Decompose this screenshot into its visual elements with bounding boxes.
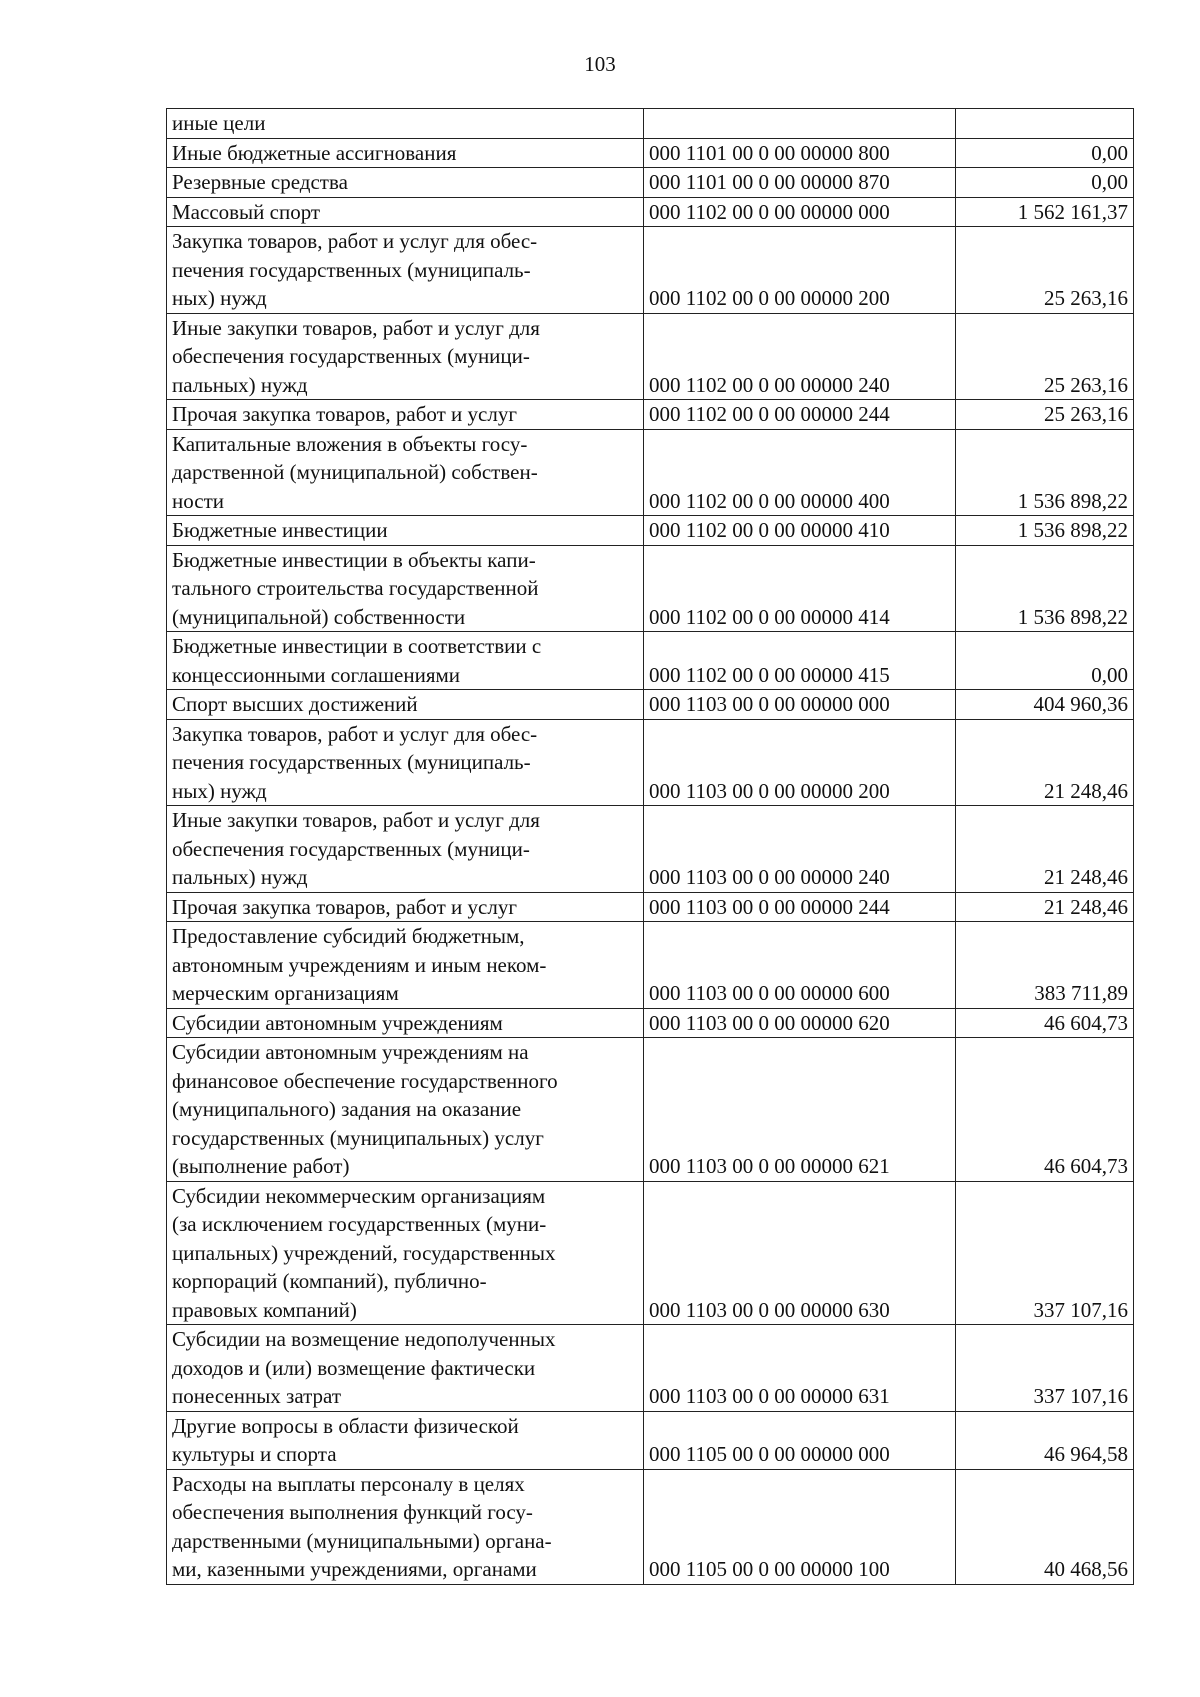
expense-name-cell: Иные закупки товаров, работ и услуг для обеспечения государственных (муници- пальных) нужд xyxy=(167,313,644,400)
table-row xyxy=(167,892,1134,922)
table-row xyxy=(167,168,1134,198)
budget-code-cell: 000 1105 00 0 00 00000 000 xyxy=(644,1411,956,1469)
table-row xyxy=(167,1038,1134,1182)
amount-cell: 337 107,16 xyxy=(956,1181,1134,1325)
table-row xyxy=(167,1008,1134,1038)
expense-name-cell: Иные закупки товаров, работ и услуг для обеспечения государственных (муници- пальных) нужд xyxy=(167,806,644,893)
budget-code-cell: 000 1103 00 0 00 00000 621 xyxy=(644,1038,956,1182)
table-row xyxy=(167,516,1134,546)
amount-cell: 46 604,73 xyxy=(956,1008,1134,1038)
budget-code-cell: 000 1101 00 0 00 00000 800 xyxy=(644,138,956,168)
budget-code-cell: 000 1103 00 0 00 00000 630 xyxy=(644,1181,956,1325)
budget-table xyxy=(166,108,1134,1585)
budget-code-cell: 000 1102 00 0 00 00000 200 xyxy=(644,227,956,314)
table-row xyxy=(167,227,1134,314)
expense-name-cell: Субсидии автономным учреждениям xyxy=(167,1008,644,1038)
budget-code-cell: 000 1101 00 0 00 00000 870 xyxy=(644,168,956,198)
amount-cell: 1 536 898,22 xyxy=(956,516,1134,546)
table-row xyxy=(167,1325,1134,1412)
table-row xyxy=(167,1181,1134,1325)
amount-cell: 1 562 161,37 xyxy=(956,197,1134,227)
amount-cell: 21 248,46 xyxy=(956,719,1134,806)
budget-code-cell: 000 1102 00 0 00 00000 415 xyxy=(644,632,956,690)
expense-name-cell: Прочая закупка товаров, работ и услуг xyxy=(167,892,644,922)
amount-cell: 383 711,89 xyxy=(956,922,1134,1009)
budget-code-cell: 000 1102 00 0 00 00000 000 xyxy=(644,197,956,227)
table-row xyxy=(167,632,1134,690)
budget-code-cell: 000 1102 00 0 00 00000 240 xyxy=(644,313,956,400)
table-row xyxy=(167,109,1134,139)
expense-name-cell: Прочая закупка товаров, работ и услуг xyxy=(167,400,644,430)
expense-name-cell: Резервные средства xyxy=(167,168,644,198)
amount-cell: 40 468,56 xyxy=(956,1469,1134,1584)
table-row xyxy=(167,806,1134,893)
amount-cell: 21 248,46 xyxy=(956,806,1134,893)
table-row xyxy=(167,690,1134,720)
expense-name-cell: Бюджетные инвестиции в объекты капи- тального строительства государственной (муниципальной) собственности xyxy=(167,545,644,632)
budget-code-cell: 000 1102 00 0 00 00000 410 xyxy=(644,516,956,546)
budget-code-cell: 000 1102 00 0 00 00000 244 xyxy=(644,400,956,430)
amount-cell: 337 107,16 xyxy=(956,1325,1134,1412)
table-row xyxy=(167,313,1134,400)
table-row xyxy=(167,545,1134,632)
budget-table-body xyxy=(167,109,1134,1585)
expense-name-cell: иные цели xyxy=(167,109,644,139)
budget-code-cell: 000 1103 00 0 00 00000 631 xyxy=(644,1325,956,1412)
budget-code-cell xyxy=(644,109,956,139)
table-row xyxy=(167,922,1134,1009)
budget-code-cell: 000 1103 00 0 00 00000 000 xyxy=(644,690,956,720)
table-row xyxy=(167,197,1134,227)
amount-cell: 1 536 898,22 xyxy=(956,429,1134,516)
expense-name-cell: Субсидии автономным учреждениям на финансовое обеспечение государственного (муниципального) задания на оказание государственных (муниципальных) услуг (выполнение работ) xyxy=(167,1038,644,1182)
table-row xyxy=(167,719,1134,806)
amount-cell: 46 604,73 xyxy=(956,1038,1134,1182)
table-row xyxy=(167,400,1134,430)
budget-code-cell: 000 1103 00 0 00 00000 600 xyxy=(644,922,956,1009)
amount-cell: 0,00 xyxy=(956,632,1134,690)
expense-name-cell: Бюджетные инвестиции xyxy=(167,516,644,546)
budget-code-cell: 000 1105 00 0 00 00000 100 xyxy=(644,1469,956,1584)
budget-code-cell: 000 1103 00 0 00 00000 240 xyxy=(644,806,956,893)
expense-name-cell: Спорт высших достижений xyxy=(167,690,644,720)
expense-name-cell: Расходы на выплаты персоналу в целях обеспечения выполнения функций госу- дарственными (муниципальными) органа- ми, казенными учреждениями, органами xyxy=(167,1469,644,1584)
expense-name-cell: Иные бюджетные ассигнования xyxy=(167,138,644,168)
expense-name-cell: Бюджетные инвестиции в соответствии с концессионными соглашениями xyxy=(167,632,644,690)
amount-cell: 25 263,16 xyxy=(956,227,1134,314)
amount-cell: 25 263,16 xyxy=(956,400,1134,430)
amount-cell: 0,00 xyxy=(956,168,1134,198)
expense-name-cell: Закупка товаров, работ и услуг для обес- печения государственных (муниципаль- ных) нужд xyxy=(167,227,644,314)
expense-name-cell: Другие вопросы в области физической культуры и спорта xyxy=(167,1411,644,1469)
budget-code-cell: 000 1103 00 0 00 00000 200 xyxy=(644,719,956,806)
amount-cell: 1 536 898,22 xyxy=(956,545,1134,632)
amount-cell: 25 263,16 xyxy=(956,313,1134,400)
expense-name-cell: Закупка товаров, работ и услуг для обес- печения государственных (муниципаль- ных) нужд xyxy=(167,719,644,806)
amount-cell: 46 964,58 xyxy=(956,1411,1134,1469)
table-row xyxy=(167,1469,1134,1584)
table-row xyxy=(167,429,1134,516)
budget-code-cell: 000 1102 00 0 00 00000 400 xyxy=(644,429,956,516)
budget-code-cell: 000 1102 00 0 00 00000 414 xyxy=(644,545,956,632)
budget-code-cell: 000 1103 00 0 00 00000 620 xyxy=(644,1008,956,1038)
expense-name-cell: Субсидии некоммерческим организациям (за исключением государственных (муни- ципальных) учреждений, государственных корпораций (компаний), публично- правовых компаний) xyxy=(167,1181,644,1325)
expense-name-cell: Субсидии на возмещение недополученных доходов и (или) возмещение фактически понесенных затрат xyxy=(167,1325,644,1412)
amount-cell xyxy=(956,109,1134,139)
budget-code-cell: 000 1103 00 0 00 00000 244 xyxy=(644,892,956,922)
expense-name-cell: Капитальные вложения в объекты госу- дарственной (муниципальной) собствен- ности xyxy=(167,429,644,516)
amount-cell: 0,00 xyxy=(956,138,1134,168)
table-row xyxy=(167,1411,1134,1469)
amount-cell: 404 960,36 xyxy=(956,690,1134,720)
page-number: 103 xyxy=(584,52,616,76)
expense-name-cell: Массовый спорт xyxy=(167,197,644,227)
expense-name-cell: Предоставление субсидий бюджетным, автономным учреждениям и иным неком- мерческим организациям xyxy=(167,922,644,1009)
amount-cell: 21 248,46 xyxy=(956,892,1134,922)
table-row xyxy=(167,138,1134,168)
